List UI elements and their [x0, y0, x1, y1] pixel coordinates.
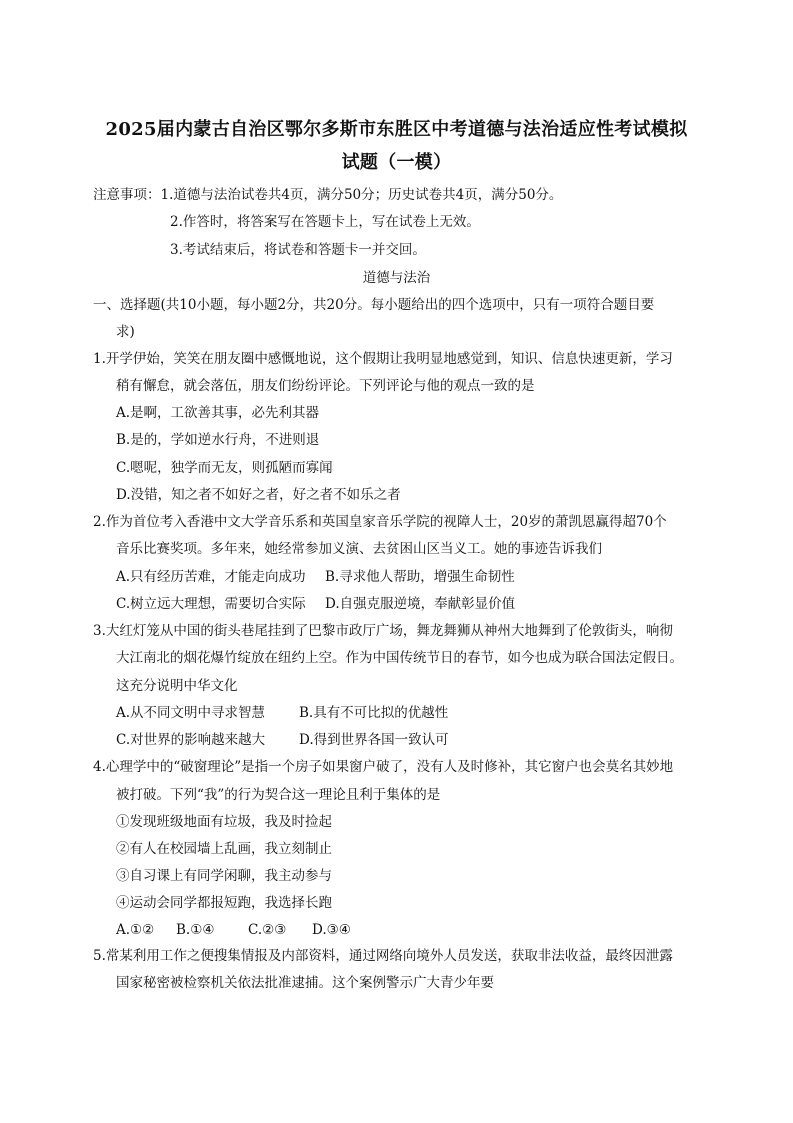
question-1-stem-line-1: 1.开学伊始，笑笑在朋友圈中感慨地说，这个假期让我明显地感觉到，知识、信息快速更新，学习	[93, 351, 673, 367]
question-4-item-3: ③自习课上有同学闲聊，我主动参与	[116, 868, 332, 884]
question-3-options-row-2	[116, 731, 676, 749]
question-1-option-b: B.是的，学如逆水行舟，不进则退	[116, 432, 320, 448]
question-4-item-2: ②有人在校园墙上乱画，我立刻制止	[116, 841, 332, 857]
notice-line-1: 注意事项：1.道德与法治试卷共4页，满分50分；历史试卷共4页，满分50分。	[93, 187, 563, 203]
question-3-stem-line-2: 大江南北的烟花爆竹绽放在纽约上空。作为中国传统节日的春节，如今也成为联合国法定假日。	[116, 650, 683, 666]
question-3-stem-line-1: 3.大红灯笼从中国的街头巷尾挂到了巴黎市政厅广场，舞龙舞狮从神州大地舞到了伦敦街头，响彻	[93, 623, 673, 639]
question-4-item-1: ①发现班级地面有垃圾，我及时捡起	[116, 814, 332, 830]
question-2-option-c: C.树立远大理想，需要切合实际	[116, 596, 306, 612]
question-4-option-c: C.②③	[248, 922, 287, 938]
question-2-option-a: A.只有经历苦难，才能走向成功	[116, 569, 306, 585]
subject-heading: 道德与法治	[362, 270, 431, 286]
question-2-options-row-1	[116, 568, 676, 586]
question-2-stem-line-2: 音乐比赛奖项。多年来，她经常参加义演、去贫困山区当义工。她的事迹告诉我们	[116, 541, 602, 557]
question-4-stem-line-2: 被打破。下列“我”的行为契合这一理论且利于集体的是	[116, 787, 441, 803]
question-4-options-row	[116, 921, 416, 939]
question-2-option-d: D.自强克服逆境，奉献彰显价值	[325, 596, 516, 612]
question-1-stem-line-2: 稍有懈怠，就会落伍，朋友们纷纷评论。下列评论与他的观点一致的是	[116, 378, 535, 394]
section-heading-line-1: 一、选择题(共10小题，每小题2分，共20分。每小题给出的四个选项中，只有一项符合题目要	[93, 297, 655, 313]
question-3-option-c: C.对世界的影响越来越大	[116, 732, 266, 748]
question-4-option-a: A.①②	[116, 922, 155, 938]
question-3-option-b: B.具有不可比拟的优越性	[299, 705, 449, 721]
question-4-option-b: B.①④	[176, 922, 215, 938]
exam-title-line-2: 试题（一模）	[341, 152, 452, 173]
question-3-option-a: A.从不同文明中寻求智慧	[116, 705, 266, 721]
exam-title-line-1: 2025届内蒙古自治区鄂尔多斯市东胜区中考道德与法治适应性考试模拟	[105, 119, 688, 140]
question-2-stem-line-1: 2.作为首位考入香港中文大学音乐系和英国皇家音乐学院的视障人士，20岁的萧凯恩赢得超70个	[93, 514, 667, 530]
question-5-stem-line-1: 5.常某利用工作之便搜集情报及内部资料，通过网络向境外人员发送，获取非法收益，最终因泄露	[93, 948, 673, 964]
notice-line-2: 2.作答时，将答案写在答题卡上，写在试卷上无效。	[170, 214, 480, 230]
question-5-stem-line-2: 国家秘密被检察机关依法批准逮捕。这个案例警示广大青少年要	[116, 975, 494, 991]
question-3-option-d: D.得到世界各国一致认可	[299, 732, 449, 748]
question-3-options-row-1	[116, 704, 676, 722]
section-heading-line-2: 求)	[116, 324, 135, 340]
question-1-option-c: C.嗯呢，独学而无友，则孤陋而寡闻	[116, 460, 333, 476]
question-2-option-b: B.寻求他人帮助，增强生命韧性	[325, 569, 515, 585]
question-2-options-row-2	[116, 595, 676, 613]
question-4-stem-line-1: 4.心理学中的“破窗理论”是指一个房子如果窗户破了，没有人及时修补，其它窗户也会莫名其妙地	[93, 759, 674, 775]
question-1-option-a: A.是啊，工欲善其事，必先利其器	[116, 405, 320, 421]
question-1-option-d: D.没错，知之者不如好之者，好之者不如乐之者	[116, 487, 401, 503]
question-3-stem-line-3: 这充分说明中华文化	[116, 678, 238, 694]
notice-line-3: 3.考试结束后，将试卷和答题卡一并交回。	[170, 242, 426, 258]
question-4-item-4: ④运动会同学都报短跑，我选择长跑	[116, 895, 332, 911]
question-4-option-d: D.③④	[312, 922, 351, 938]
